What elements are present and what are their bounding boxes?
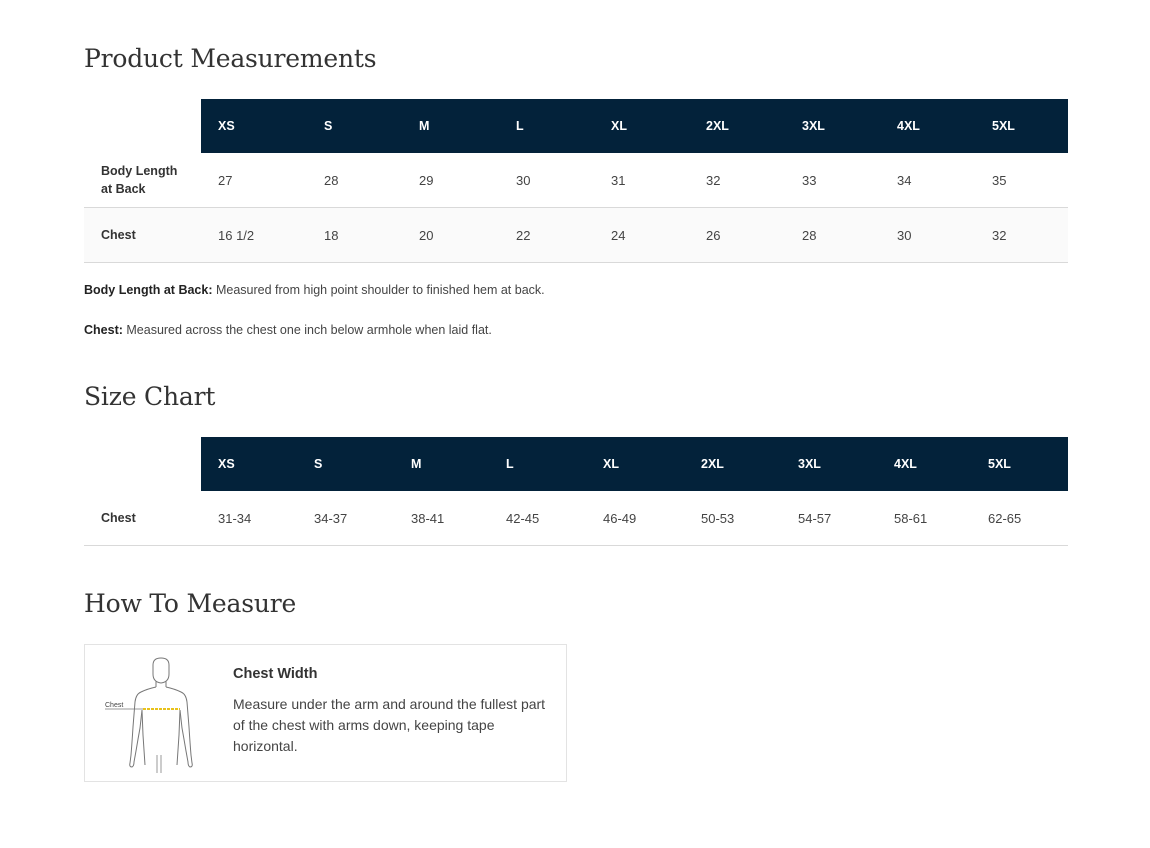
body-length-note [84, 283, 545, 297]
note-term: Chest: [84, 323, 123, 337]
card-description: Measure under the arm and around the fullest part of the chest with arms down, keeping tape horizontal. [233, 696, 546, 754]
size-header: L [489, 437, 586, 491]
size-header: M [402, 99, 499, 153]
size-header: S [307, 99, 402, 153]
row-label: Body Length at Back [84, 153, 201, 208]
size-header: 2XL [689, 99, 785, 153]
table-cell: 28 [785, 208, 880, 263]
table-cell: 38-41 [394, 491, 489, 546]
table-cell: 30 [880, 208, 975, 263]
table-cell: 62-65 [971, 491, 1068, 546]
table-cell: 20 [402, 208, 499, 263]
table-cell: 42-45 [489, 491, 586, 546]
table-cell: 30 [499, 153, 594, 208]
table-cell: 18 [307, 208, 402, 263]
size-header: 5XL [971, 437, 1068, 491]
size-header: XS [201, 437, 297, 491]
table-header-row [84, 437, 1068, 491]
table-cell: 58-61 [877, 491, 971, 546]
table-cell: 34 [880, 153, 975, 208]
chest-note [84, 323, 492, 337]
header-corner [84, 437, 201, 491]
size-header: XS [201, 99, 307, 153]
how-to-measure-title: How To Measure [84, 589, 297, 618]
size-header: XL [586, 437, 684, 491]
product-measurements-title: Product Measurements [84, 44, 377, 73]
size-header: 3XL [781, 437, 877, 491]
row-label: Chest [84, 208, 201, 263]
table-header-row [84, 99, 1068, 153]
table-cell: 28 [307, 153, 402, 208]
table-cell: 32 [689, 153, 785, 208]
chest-figure-label: Chest [105, 702, 124, 709]
header-corner [84, 99, 201, 153]
chest-width-card [84, 644, 567, 782]
table-row [84, 208, 1068, 263]
size-header: 3XL [785, 99, 880, 153]
table-cell: 33 [785, 153, 880, 208]
table-cell: 34-37 [297, 491, 394, 546]
table-cell: 32 [975, 208, 1068, 263]
table-cell: 31 [594, 153, 689, 208]
size-header: XL [594, 99, 689, 153]
table-cell: 46-49 [586, 491, 684, 546]
size-header: S [297, 437, 394, 491]
table-cell: 31-34 [201, 491, 297, 546]
table-cell: 50-53 [684, 491, 781, 546]
size-header: 4XL [877, 437, 971, 491]
size-header: 4XL [880, 99, 975, 153]
size-header: L [499, 99, 594, 153]
table-cell: 24 [594, 208, 689, 263]
table-cell: 35 [975, 153, 1068, 208]
size-chart-table [84, 437, 1068, 546]
table-cell: 27 [201, 153, 307, 208]
note-text: Measured across the chest one inch below armhole when laid flat. [122, 323, 492, 337]
note-term: Body Length at Back: [84, 283, 213, 297]
table-cell: 16 1/2 [201, 208, 307, 263]
table-row [84, 153, 1068, 208]
table-cell: 29 [402, 153, 499, 208]
table-cell: 54-57 [781, 491, 877, 546]
card-title: Chest Width [233, 666, 318, 682]
table-row [84, 491, 1068, 546]
size-header: 5XL [975, 99, 1068, 153]
note-text: Measured from high point shoulder to finished hem at back. [212, 283, 545, 297]
table-cell: 22 [499, 208, 594, 263]
product-measurements-table [84, 99, 1068, 263]
size-chart-title: Size Chart [84, 382, 216, 411]
size-header: 2XL [684, 437, 781, 491]
row-label: Chest [84, 491, 201, 546]
torso-figure-illustration [103, 655, 215, 773]
table-cell: 26 [689, 208, 785, 263]
size-header: M [394, 437, 489, 491]
